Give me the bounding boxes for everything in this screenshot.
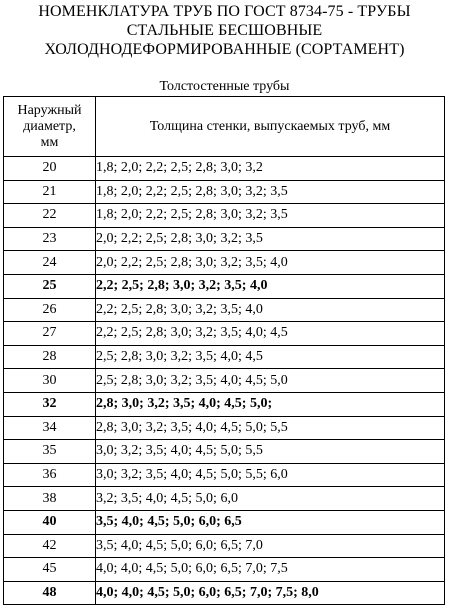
- outer-diameter-cell: 28: [4, 345, 96, 369]
- outer-diameter-cell: 25: [4, 274, 96, 298]
- table-row: [4, 369, 445, 393]
- wall-thickness-cell: 3,0; 3,2; 3,5; 4,0; 4,5; 5,0; 5,5: [96, 440, 445, 464]
- table-row: [4, 581, 445, 605]
- outer-diameter-cell: 26: [4, 298, 96, 322]
- table-row: [4, 440, 445, 464]
- outer-diameter-cell: 21: [4, 180, 96, 204]
- table-row: [4, 157, 445, 181]
- wall-thickness-cell: 3,2; 3,5; 4,0; 4,5; 5,0; 6,0: [96, 487, 445, 511]
- table-row: [4, 298, 445, 322]
- outer-diameter-cell: 30: [4, 369, 96, 393]
- outer-diameter-cell: 24: [4, 251, 96, 275]
- header-outer-diameter-line-2: диаметр,: [23, 118, 76, 134]
- wall-thickness-cell: 3,5; 4,0; 4,5; 5,0; 6,0; 6,5: [96, 510, 445, 534]
- wall-thickness-cell: 3,0; 3,2; 3,5; 4,0; 4,5; 5,0; 5,5; 6,0: [96, 463, 445, 487]
- table-row: [4, 204, 445, 228]
- wall-thickness-cell: 2,8; 3,0; 3,2; 3,5; 4,0; 4,5; 5,0;: [96, 392, 445, 416]
- header-outer-diameter-line-1: Наружный: [17, 102, 82, 118]
- table-row: [4, 322, 445, 346]
- outer-diameter-cell: 23: [4, 227, 96, 251]
- outer-diameter-cell: 20: [4, 157, 96, 181]
- outer-diameter-cell: 45: [4, 558, 96, 582]
- outer-diameter-cell: 34: [4, 416, 96, 440]
- wall-thickness-cell: 2,2; 2,5; 2,8; 3,0; 3,2; 3,5; 4,0; 4,5: [96, 322, 445, 346]
- table-row: [4, 345, 445, 369]
- wall-thickness-cell: 2,5; 2,8; 3,0; 3,2; 3,5; 4,0; 4,5: [96, 345, 445, 369]
- document-title: [0, 2, 449, 59]
- outer-diameter-cell: 40: [4, 510, 96, 534]
- table-row: [4, 463, 445, 487]
- wall-thickness-cell: 2,5; 2,8; 3,0; 3,2; 3,5; 4,0; 4,5; 5,0: [96, 369, 445, 393]
- title-line-3: ХОЛОДНОДЕФОРМИРОВАННЫЕ (СОРТАМЕНТ): [44, 41, 405, 58]
- wall-thickness-cell: 1,8; 2,0; 2,2; 2,5; 2,8; 3,0; 3,2; 3,5: [96, 204, 445, 228]
- wall-thickness-cell: 2,0; 2,2; 2,5; 2,8; 3,0; 3,2; 3,5: [96, 227, 445, 251]
- table-subtitle: Толстостенные трубы: [159, 79, 290, 94]
- table-row: [4, 392, 445, 416]
- title-line-1: НОМЕНКЛАТУРА ТРУБ ПО ГОСТ 8734-75 - ТРУБЫ: [38, 3, 411, 20]
- wall-thickness-cell: 2,8; 3,0; 3,2; 3,5; 4,0; 4,5; 5,0; 5,5: [96, 416, 445, 440]
- wall-thickness-cell: 4,0; 4,0; 4,5; 5,0; 6,0; 6,5; 7,0; 7,5; 8,0: [96, 581, 445, 605]
- outer-diameter-cell: 27: [4, 322, 96, 346]
- wall-thickness-cell: 1,8; 2,0; 2,2; 2,5; 2,8; 3,0; 3,2; 3,5: [96, 180, 445, 204]
- table-row: [4, 487, 445, 511]
- table-row: [4, 274, 445, 298]
- table-row: [4, 251, 445, 275]
- table-row: [4, 180, 445, 204]
- wall-thickness-cell: 3,5; 4,0; 4,5; 5,0; 6,0; 6,5; 7,0: [96, 534, 445, 558]
- outer-diameter-cell: 42: [4, 534, 96, 558]
- outer-diameter-cell: 38: [4, 487, 96, 511]
- wall-thickness-cell: 2,2; 2,5; 2,8; 3,0; 3,2; 3,5; 4,0: [96, 298, 445, 322]
- title-line-2: СТАЛЬНЫЕ БЕСШОВНЫЕ: [126, 22, 323, 39]
- table-row: [4, 510, 445, 534]
- table-header-row: [4, 97, 445, 157]
- table-row: [4, 558, 445, 582]
- table-row: [4, 534, 445, 558]
- header-outer-diameter-line-3: мм: [40, 134, 59, 150]
- outer-diameter-cell: 48: [4, 581, 96, 605]
- table-row: [4, 227, 445, 251]
- outer-diameter-cell: 32: [4, 392, 96, 416]
- header-outer-diameter: [4, 97, 96, 157]
- table-row: [4, 416, 445, 440]
- outer-diameter-cell: 22: [4, 204, 96, 228]
- wall-thickness-cell: 2,0; 2,2; 2,5; 2,8; 3,0; 3,2; 3,5; 4,0: [96, 251, 445, 275]
- outer-diameter-cell: 35: [4, 440, 96, 464]
- outer-diameter-cell: 36: [4, 463, 96, 487]
- sortament-table: [3, 96, 445, 605]
- table-body: [4, 157, 445, 605]
- wall-thickness-cell: 4,0; 4,0; 4,5; 5,0; 6,0; 6,5; 7,0; 7,5: [96, 558, 445, 582]
- wall-thickness-cell: 1,8; 2,0; 2,2; 2,5; 2,8; 3,0; 3,2: [96, 157, 445, 181]
- header-wall-thickness: Толщина стенки, выпускаемых труб, мм: [96, 97, 445, 157]
- wall-thickness-cell: 2,2; 2,5; 2,8; 3,0; 3,2; 3,5; 4,0: [96, 274, 445, 298]
